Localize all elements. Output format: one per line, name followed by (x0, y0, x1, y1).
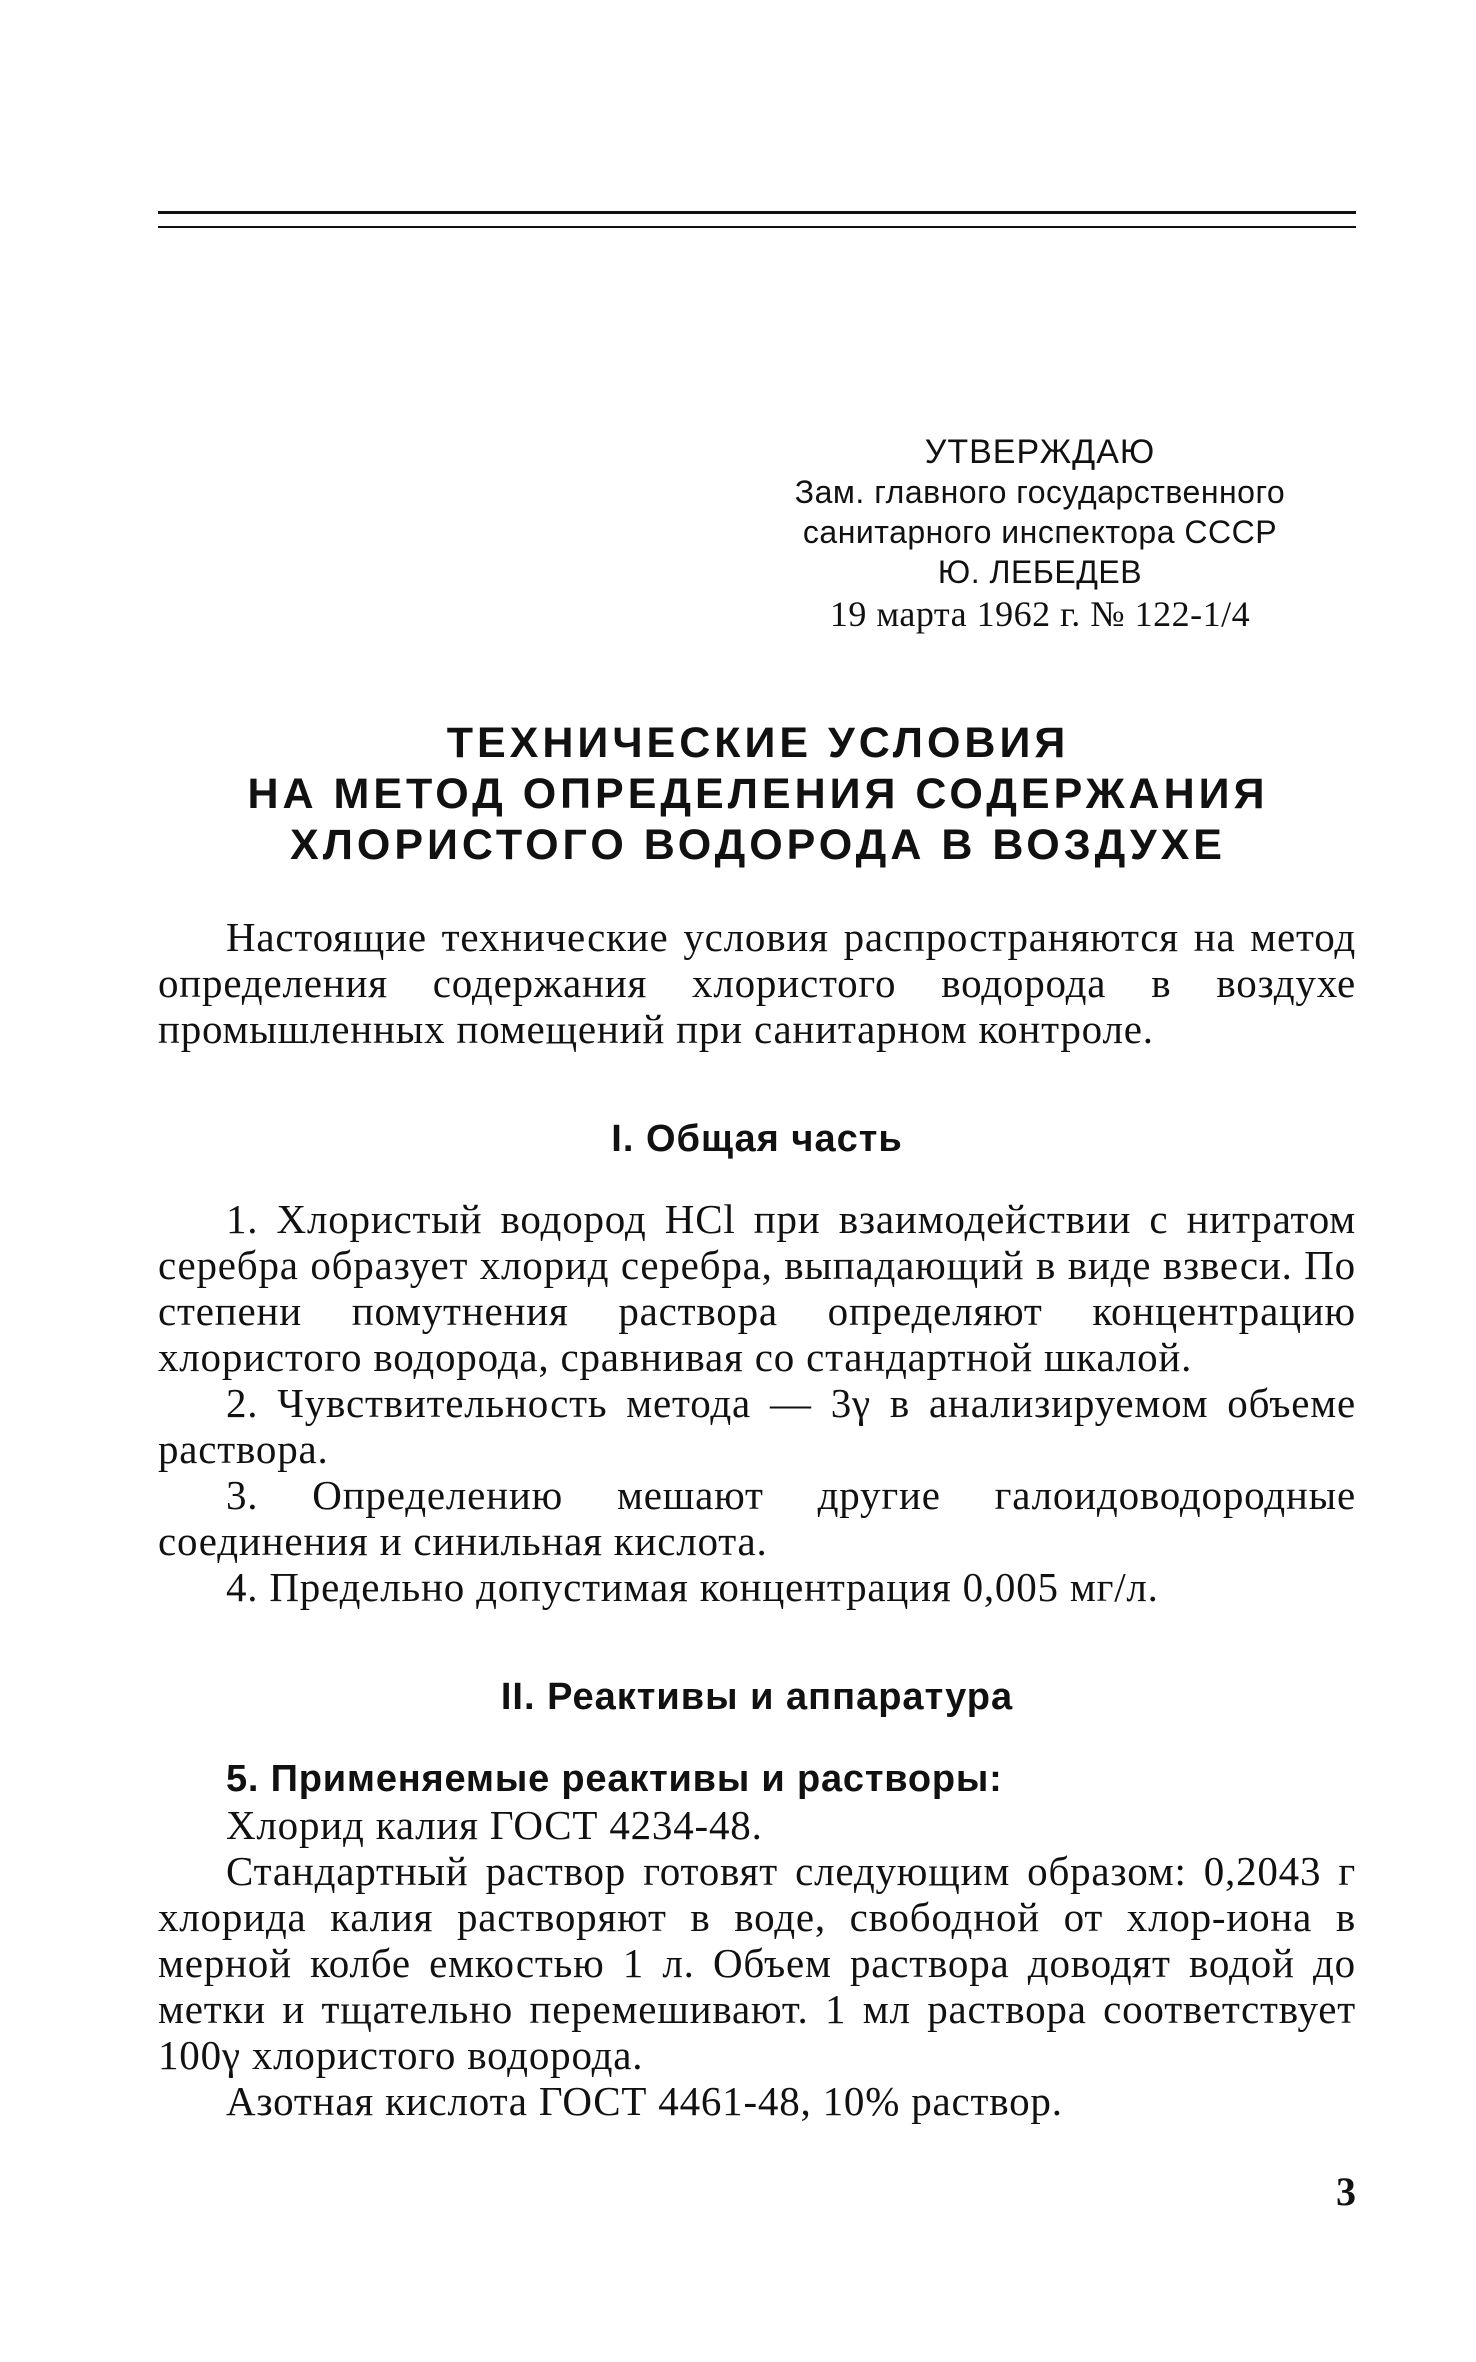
section2-paragraph-1: Хлорид калия ГОСТ 4234-48. (226, 1802, 763, 1848)
section2-paragraph-2: Стандартный раствор готовят следующим образом: 0,2043 г хлорида калия растворяют в воде, свободной от хлор-иона в мерной колбе емкостью 1 л. Объем раствора доводят водой до метки и тщательно перемешивают. 1 мл раствора соответствует 100γ хлористого водорода. (158, 1848, 1356, 2078)
approval-name: Ю. ЛЕБЕДЕВ (937, 554, 1143, 590)
intro-block (158, 914, 1356, 1052)
title-line3: ХЛОРИСТОГО ВОДОРОДА В ВОЗДУХЕ (290, 821, 1226, 869)
section2-paragraph-3: Азотная кислота ГОСТ 4461-48, 10% раствор. (226, 2078, 1063, 2124)
approval-block (740, 432, 1340, 634)
section1-item-4: 4. Предельно допустимая концентрация 0,005 мг/л. (226, 1564, 1159, 1610)
header-rule-bottom (158, 226, 1356, 228)
section1-heading: I. Общая часть (611, 1118, 903, 1160)
section2-subheading: 5. Применяемые реактивы и растворы: (226, 1758, 1003, 1800)
page-number: 3 (1336, 2169, 1356, 2214)
approval-position-line2: санитарного инспектора СССР (802, 514, 1278, 550)
title-line1: ТЕХНИЧЕСКИЕ УСЛОВИЯ (446, 719, 1070, 767)
section1-item-1: 1. Хлористый водород HCl при взаимодействии с нитратом серебра образует хлорид серебра, выпадающий в виде взвеси. По степени помутнения раствора определяют концентрацию хлористого водорода, сравнивая со стандартной шкалой. (158, 1196, 1356, 1380)
document-title (160, 718, 1356, 871)
header-rule-top (158, 211, 1356, 214)
title-line2: НА МЕТОД ОПРЕДЕЛЕНИЯ СОДЕРЖАНИЯ (247, 770, 1269, 818)
approval-date: 19 марта 1962 г. № 122-1/4 (829, 594, 1251, 634)
section1-item-3: 3. Определению мешают другие галоидоводородные соединения и синильная кислота. (158, 1472, 1356, 1564)
section2-heading: II. Реактивы и аппаратура (500, 1676, 1014, 1718)
intro-paragraph: Настоящие технические условия распространяются на метод определения содержания хлористого водорода в воздухе промышленных помещений при санитарном контроле. (158, 914, 1356, 1052)
approval-position-line1: Зам. главного государственного (794, 474, 1286, 510)
section2-body (158, 1756, 1356, 2124)
section1-body (158, 1196, 1356, 1610)
approval-heading: УТВЕРЖДАЮ (924, 433, 1156, 471)
section1-item-2: 2. Чувствительность метода — 3γ в анализируемом объеме раствора. (158, 1380, 1356, 1472)
